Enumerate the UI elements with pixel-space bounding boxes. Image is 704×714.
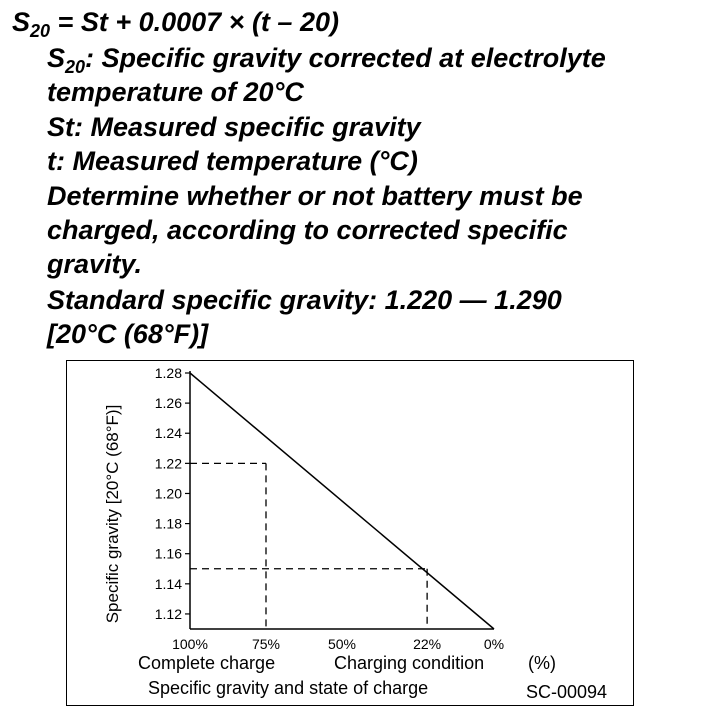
y-tick-label: 1.14 [154, 575, 182, 592]
y-tick-label: 1.26 [154, 395, 182, 412]
x-tick-label: 22% [413, 636, 442, 652]
y-tick-label: 1.18 [154, 515, 182, 532]
x-tick-label: 0% [483, 636, 505, 652]
y-tick-label: 1.20 [154, 485, 182, 502]
standard-line-1: Standard specific gravity: 1.220 — 1.290 [47, 285, 562, 315]
x-label-unit: (%) [528, 653, 556, 673]
y-tick-label: 1.24 [154, 425, 182, 442]
x-ticks [172, 636, 504, 652]
figure-code: SC-00094 [526, 682, 608, 702]
series-line [190, 373, 494, 629]
chart-caption: Specific gravity and state of charge [148, 678, 429, 698]
y-tick-label: 1.22 [154, 455, 182, 472]
definition-st: St: Measured specific gravity [47, 112, 421, 142]
y-tick-label: 1.28 [154, 365, 182, 381]
x-label-left: Complete charge [138, 653, 276, 673]
x-tick-label: 50% [327, 636, 357, 652]
instruction-line-1: Determine whether or not battery must be [47, 181, 583, 211]
y-axis-label: Specific gravity [20°C (68°F)] [103, 404, 122, 624]
x-tick-label: 100% [172, 636, 208, 652]
y-tick-label: 1.12 [154, 605, 182, 622]
standard-line-2: [20°C (68°F)] [47, 319, 209, 349]
definition-t: t: Measured temperature (°C) [47, 146, 418, 176]
definition-s20-cont: temperature of 20°C [47, 77, 304, 107]
chart-series [190, 373, 494, 629]
formula: $S_{20} = St + 0.0007 \times (t - 20)$ [12, 7, 339, 41]
x-tick-label: 75% [251, 636, 281, 652]
x-label-right: Charging condition [334, 653, 485, 673]
reference-lines [190, 463, 427, 629]
y-tick-label: 1.16 [154, 545, 182, 562]
instruction-line-2: charged, according to corrected specific [47, 215, 568, 245]
instruction-line-3: gravity. [47, 249, 143, 279]
y-ticks [155, 365, 190, 622]
definition-s20: $S_{20}$: Specific gravity corrected at electrolyte [47, 43, 606, 77]
